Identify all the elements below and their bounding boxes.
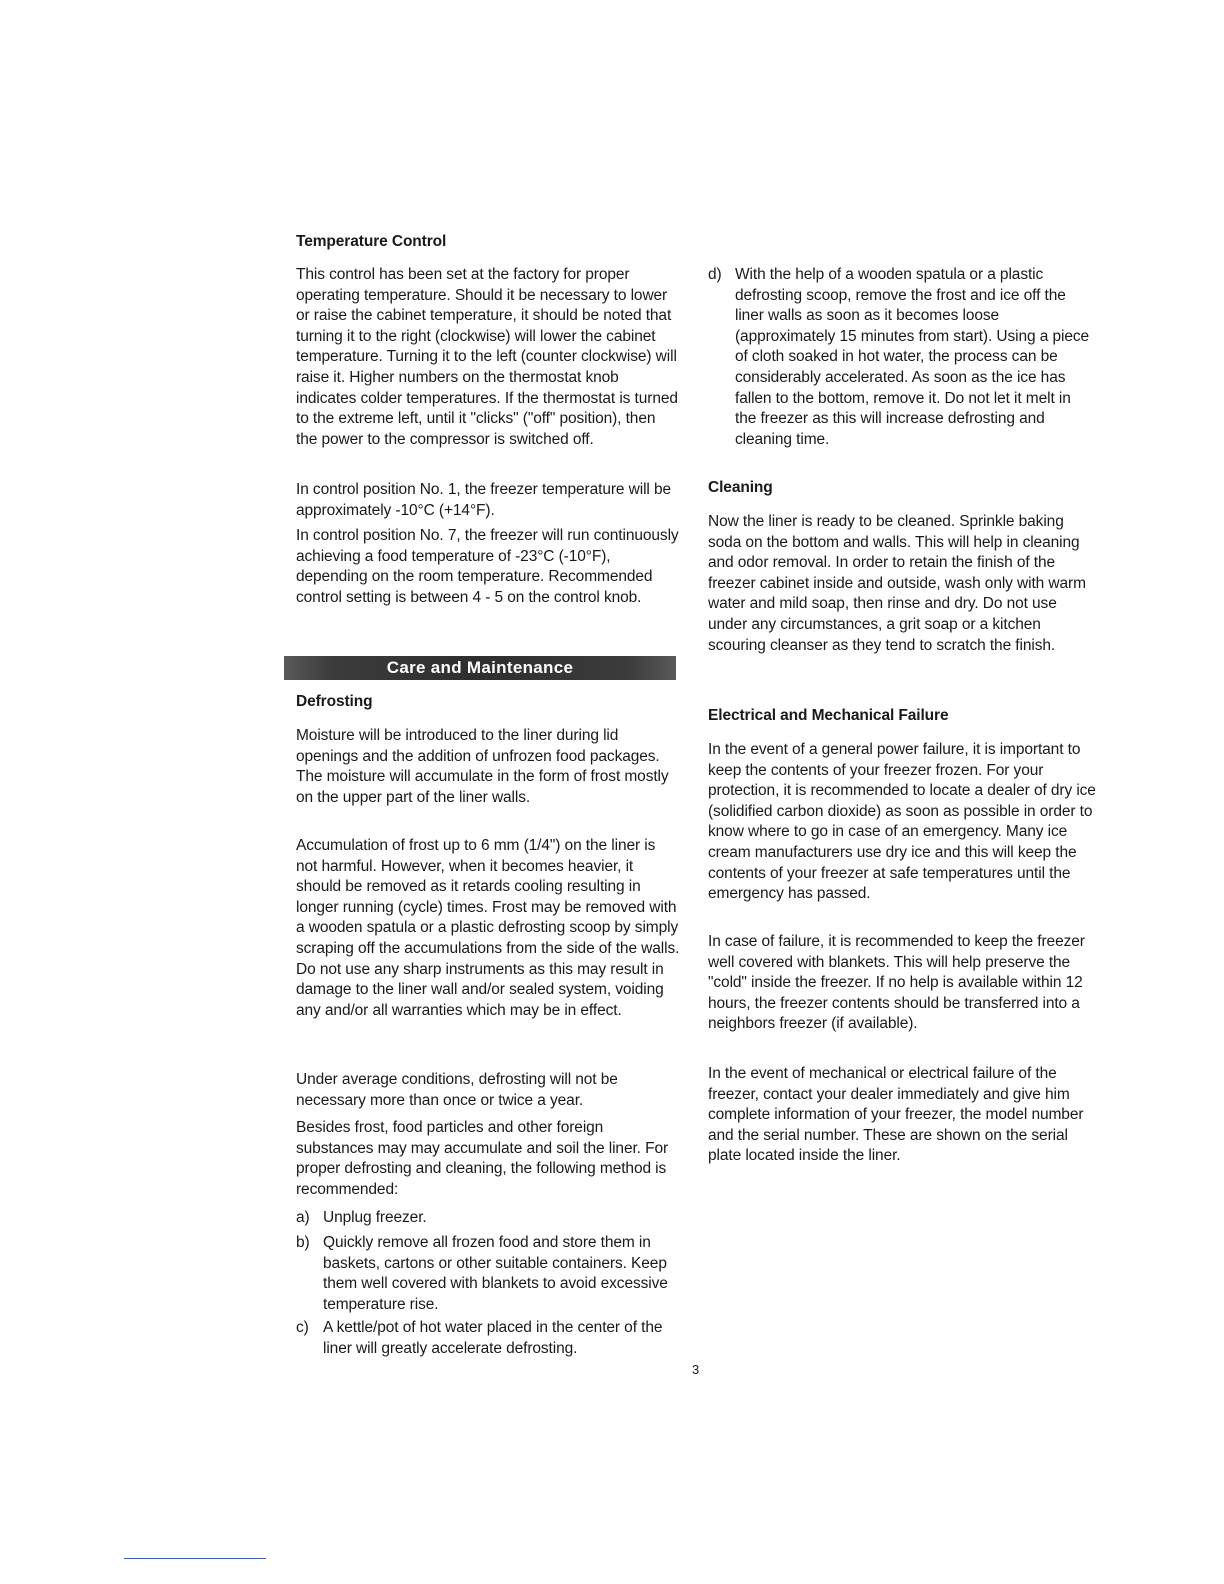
defrost-step-d <box>708 265 1096 450</box>
page-number: 3 <box>692 1362 700 1377</box>
temperature-control-heading: Temperature Control <box>296 233 447 250</box>
defrosting-paragraph-2: Accumulation of frost up to 6 mm (1/4") on the liner is not harmful. However, when it becomes heavier, it should be removed as it retards cooling resulting in longer running (cycle) times. Frost may be removed with a wooden spatula or a plastic defrosting scoop by simply scraping off the accumulations from the side of the walls. Do not use any sharp instruments as this may result in damage to the liner wall and/or sealed system, voiding any and/or all warranties which may be in effect. <box>296 837 680 1019</box>
electrical-mechanical-failure-heading: Electrical and Mechanical Failure <box>708 707 949 724</box>
defrosting-paragraph-3: Under average conditions, defrosting will not be necessary more than once or twice a year. <box>296 1071 618 1109</box>
defrosting-paragraph-1: Moisture will be introduced to the liner during lid openings and the addition of unfrozen food packages. The moisture will accumulate in the form of frost mostly on the upper part of the liner walls. <box>296 727 669 806</box>
step-marker: b) <box>296 1234 310 1251</box>
step-marker: c) <box>296 1319 309 1336</box>
defrost-step-a <box>296 1208 680 1229</box>
defrost-step-b <box>296 1233 680 1315</box>
failure-paragraph-3: In the event of mechanical or electrical failure of the freezer, contact your dealer immediately and give him complete information of your freezer, the model number and the serial number. These are shown on the serial plate located inside the liner. <box>708 1065 1084 1165</box>
step-text: Unplug freezer. <box>323 1209 427 1226</box>
temperature-control-paragraph-2: In control position No. 1, the freezer temperature will be approximately -10°C (+14°F). <box>296 481 672 519</box>
cleaning-paragraph: Now the liner is ready to be cleaned. Sprinkle baking soda on the bottom and walls. This will help in cleaning and odor removal. In order to retain the finish of the freezer cabinet inside and outside, wash only with warm water and mild soap, then rinse and dry. Do not use under any circumstances, a grit soap or a kitchen scouring cleanser as they tend to scratch the finish. <box>708 513 1086 654</box>
failure-paragraph-1: In the event of a general power failure, it is important to keep the contents of your freezer frozen. For your protection, it is recommended to locate a dealer of dry ice (solidified carbon dioxide) as soon as possible in order to know where to go in case of an emergency. Many ice cream manufacturers use dry ice and this will keep the contents of your freezer at safe temperatures until the emergency has passed. <box>708 741 1096 903</box>
defrost-step-c <box>296 1318 680 1359</box>
cleaning-heading: Cleaning <box>708 479 773 496</box>
defrosting-heading: Defrosting <box>296 693 373 710</box>
temperature-control-paragraph-1: This control has been set at the factory for proper operating temperature. Should it be necessary to lower or raise the cabinet temperature, it should be noted that turning it to the right (clockwise) will lower the cabinet temperature. Turning it to the left (counter clockwise) will raise it. Higher numbers on the thermostat knob indicates colder temperatures. If the thermostat is turned to the extreme left, until it "clicks" ("off" position), then the power to the compressor is switched off. <box>296 266 678 448</box>
step-marker: a) <box>296 1209 310 1226</box>
defrosting-paragraph-4: Besides frost, food particles and other foreign substances may may accumulate and soil the liner. For proper defrosting and cleaning, the following method is recommended: <box>296 1119 669 1198</box>
step-text: Quickly remove all frozen food and store them in baskets, cartons or other suitable containers. Keep them well covered with blankets to avoid excessive temperature rise. <box>323 1234 668 1313</box>
footnote-rule <box>124 1558 266 1559</box>
care-and-maintenance-banner: Care and Maintenance <box>284 656 676 680</box>
failure-paragraph-2: In case of failure, it is recommended to keep the freezer well covered with blankets. This will help preserve the "cold" inside the freezer. If no help is available within 12 hours, the freezer contents should be transferred into a neighbors freezer (if available). <box>708 933 1085 1033</box>
step-marker: d) <box>708 266 722 283</box>
step-text: A kettle/pot of hot water placed in the center of the liner will greatly accelerate defrosting. <box>323 1319 663 1357</box>
step-text: With the help of a wooden spatula or a plastic defrosting scoop, remove the frost and ice off the liner walls as soon as it becomes loose (approximately 15 minutes from start). Using a piece of cloth soaked in hot water, the process can be considerably accelerated. As soon as the ice has fallen to the bottom, remove it. Do not let it melt in the freezer as this will increase defrosting and cleaning time. <box>735 266 1090 448</box>
temperature-control-paragraph-3: In control position No. 7, the freezer will run continuously achieving a food temperature of -23°C (-10°F), depending on the room temperature. Recommended control setting is between 4 - 5 on the control knob. <box>296 527 679 606</box>
